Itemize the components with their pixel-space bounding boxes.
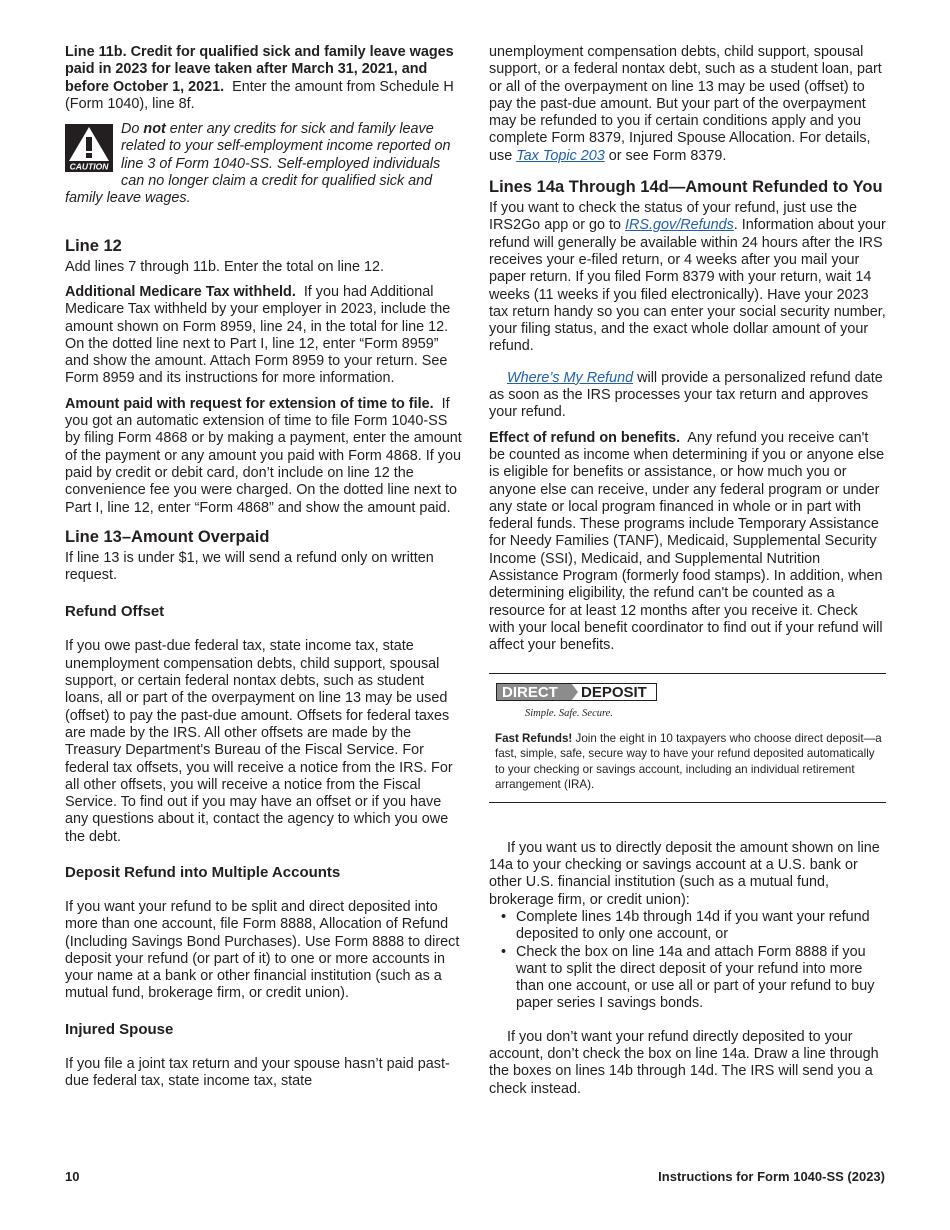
line-13-heading: Line 13–Amount Overpaid	[65, 527, 270, 546]
multiple-accounts-heading: Deposit Refund into Multiple Accounts	[65, 863, 341, 881]
injured-spouse-text: If you file a joint tax return and your spouse hasn’t paid past-due federal tax, state income tax, state	[65, 1055, 450, 1090]
multiple-accounts-text: If you want your refund to be split and direct deposited into more than one account, file Form 8888, Allocation of Refund (Including Savings Bond Purchases). Use Form 8888 to direct deposit your refund (or part of it) to one or more accounts in your name at a bank or other financial institution (such as a mutual fund, brokerage firm, or credit union).	[65, 898, 460, 1002]
direct-deposit-text: Fast Refunds! Join the eight in 10 taxpayers who choose direct deposit—a fast, simple, safe, secure way to have your refund deposited automatically to your checking or savings account, including an individual retirement arrangement (IRA).	[495, 731, 882, 792]
refund-offset-text: If you owe past-due federal tax, state income tax, state unemployment compensation debts, child support, spousal support, or certain federal nontax debts, such as student loans, all or part of the overpayment on line 13 may be used (offset) to pay the past-due amount. Offsets for federal taxes are made by the IRS. All other offsets are made by the Treasury Department's Bureau of the Fiscal Service. For federal tax offsets, you will receive a notice from the IRS. For all other offsets, you will receive a notice from the Fiscal Service. To find out if you may have an offset or if you have any questions about it, contact the agency to which you owe the debt.	[65, 638, 453, 845]
document-title: Instructions for Form 1040-SS (2023)	[658, 1169, 885, 1184]
right-column	[489, 44, 886, 1106]
injured-spouse-heading: Injured Spouse	[65, 1020, 174, 1038]
line-14-heading: Lines 14a Through 14d—Amount Refunded to You	[489, 178, 883, 197]
caution-label: CAUTION	[69, 161, 109, 172]
effect-on-benefits-paragraph: Effect of refund on benefits. Any refund you receive can't be counted as income when determining if you or anyone else is eligible for benefits or assistance, or how much you or anyone else can receive, under any federal program or under any state or local program financed in whole or in part with federal funds. These programs include Temporary Assistance for Needy Families (TANF), Medicaid, Supplemental Security Income (SSI), Medicaid, and Supplemental Nutrition Assistance Program (formerly food stamps). In addition, when determining eligibility, the refund can't be counted as a resource for at least 12 months after you receive it. Check with your local benefit coordinator to find out if your refund will affect your benefits.	[489, 429, 885, 654]
caution-icon	[65, 124, 113, 172]
caution-box: CAUTION Do not enter any credits for sick and family leave related to your self-employment income reported on line 3 of Form 1040-SS. Self-employed individuals can no longer claim a credit for qualified sick and family leave wages.	[65, 121, 451, 207]
list-item: • Check the box on line 14a and attach Form 8888 if you want to split the direct deposit of your refund into more than one account, or use all or part of your refund to buy paper series I savings bonds.	[501, 943, 875, 1012]
tax-topic-203-link[interactable]: Tax Topic 203	[516, 147, 605, 164]
no-direct-deposit-text: If you don’t want your refund directly deposited to your account, don’t check the box on line 14a. Draw a line through the boxes on lines 14b through 14d. The IRS will send you a check instead.	[489, 1028, 879, 1097]
line-12-text: Add lines 7 through 11b. Enter the total on line 12.	[65, 258, 384, 275]
wheres-my-refund-paragraph: Where’s My Refund will provide a personalized refund date as soon as the IRS processes your tax return and approves your refund.	[489, 369, 883, 421]
page-number: 10	[65, 1169, 80, 1184]
direct-deposit-intro: If you want us to directly deposit the amount shown on line 14a to your checking or savings account at a U.S. bank or other U.S. financial institution (such as a mutual fund, brokerage firm, or credit union):	[489, 839, 880, 908]
line-11b-paragraph: Line 11b. Credit for qualified sick and family leave wages paid in 2023 for leave taken after March 31, 2021, and before October 1, 2021. Enter the amount from Schedule H (Form 1040), line 8f.	[65, 44, 454, 112]
direct-deposit-tagline: Simple. Safe. Secure.	[525, 707, 613, 719]
deposit-word: DEPOSIT	[581, 683, 647, 701]
extension-payment-paragraph: Amount paid with request for extension of time to file. If you got an automatic extension of time to file Form 1040-SS by filing Form 4868 or by making a payment, enter the amount of the payment or any amount you paid with Form 4868. If you paid by credit or debit card, don’t include on line 12 the convenience fee you were charged. On the dotted line next to Part I, line 12, enter “Form 4868” and show the amount paid.	[65, 395, 462, 516]
direct-deposit-logo	[496, 682, 658, 702]
direct-deposit-box	[489, 673, 886, 803]
list-item: • Complete lines 14b through 14d if you want your refund deposited to only one account, or	[501, 908, 870, 943]
left-column	[65, 44, 463, 1098]
irs-refunds-link[interactable]: IRS.gov/Refunds	[625, 217, 734, 234]
line-12-heading: Line 12	[65, 236, 122, 255]
direct-deposit-options	[489, 909, 886, 1013]
line-14-text: If you want to check the status of your refund, just use the IRS2Go app or go to IRS.gov/Refunds. Information about your refund will generally be available within 24 hours after the IRS receives your e-filed return, or 4 weeks after you mail your paper return. If you filed Form 8379 with your return, wait 14 weeks (11 weeks if you filed electronically). Have your 2023 tax return handy so you can enter your social security number, your filing status, and the exact whole dollar amount of your refund.	[489, 200, 886, 355]
wheres-my-refund-link[interactable]: Where’s My Refund	[507, 369, 634, 386]
bullet-icon: •	[501, 908, 507, 925]
refund-offset-heading: Refund Offset	[65, 603, 165, 621]
bullet-icon: •	[501, 943, 507, 960]
line-13-text: If line 13 is under $1, we will send a refund only on written request.	[65, 549, 434, 584]
line-11b-heading: Line 11b. Credit for qualified sick and family leave wages paid in 2023 for leave taken after March 31, 2021, and before October 1, 2021.	[65, 44, 454, 95]
injured-spouse-continued: unemployment compensation debts, child support, spousal support, or a federal nontax debt, such as a student loan, part or all of the overpayment on line 13 may be used (offset) to pay the past-due amount. But your part of the overpayment may be refunded to you if certain conditions apply and you complete Form 8379, Injured Spouse Allocation. For details, use Tax Topic 203 or see Form 8379.	[489, 44, 882, 164]
additional-medicare-paragraph: Additional Medicare Tax withheld. If you had Additional Medicare Tax withheld by your employer in 2023, include the amount shown on Form 8959, line 24, in the total for line 12. On the dotted line next to Part I, line 12, enter “Form 8959” and show the amount. Attach Form 8959 to your return. See Form 8959 and its instructions for more information.	[65, 283, 451, 387]
direct-word: DIRECT	[502, 683, 558, 701]
